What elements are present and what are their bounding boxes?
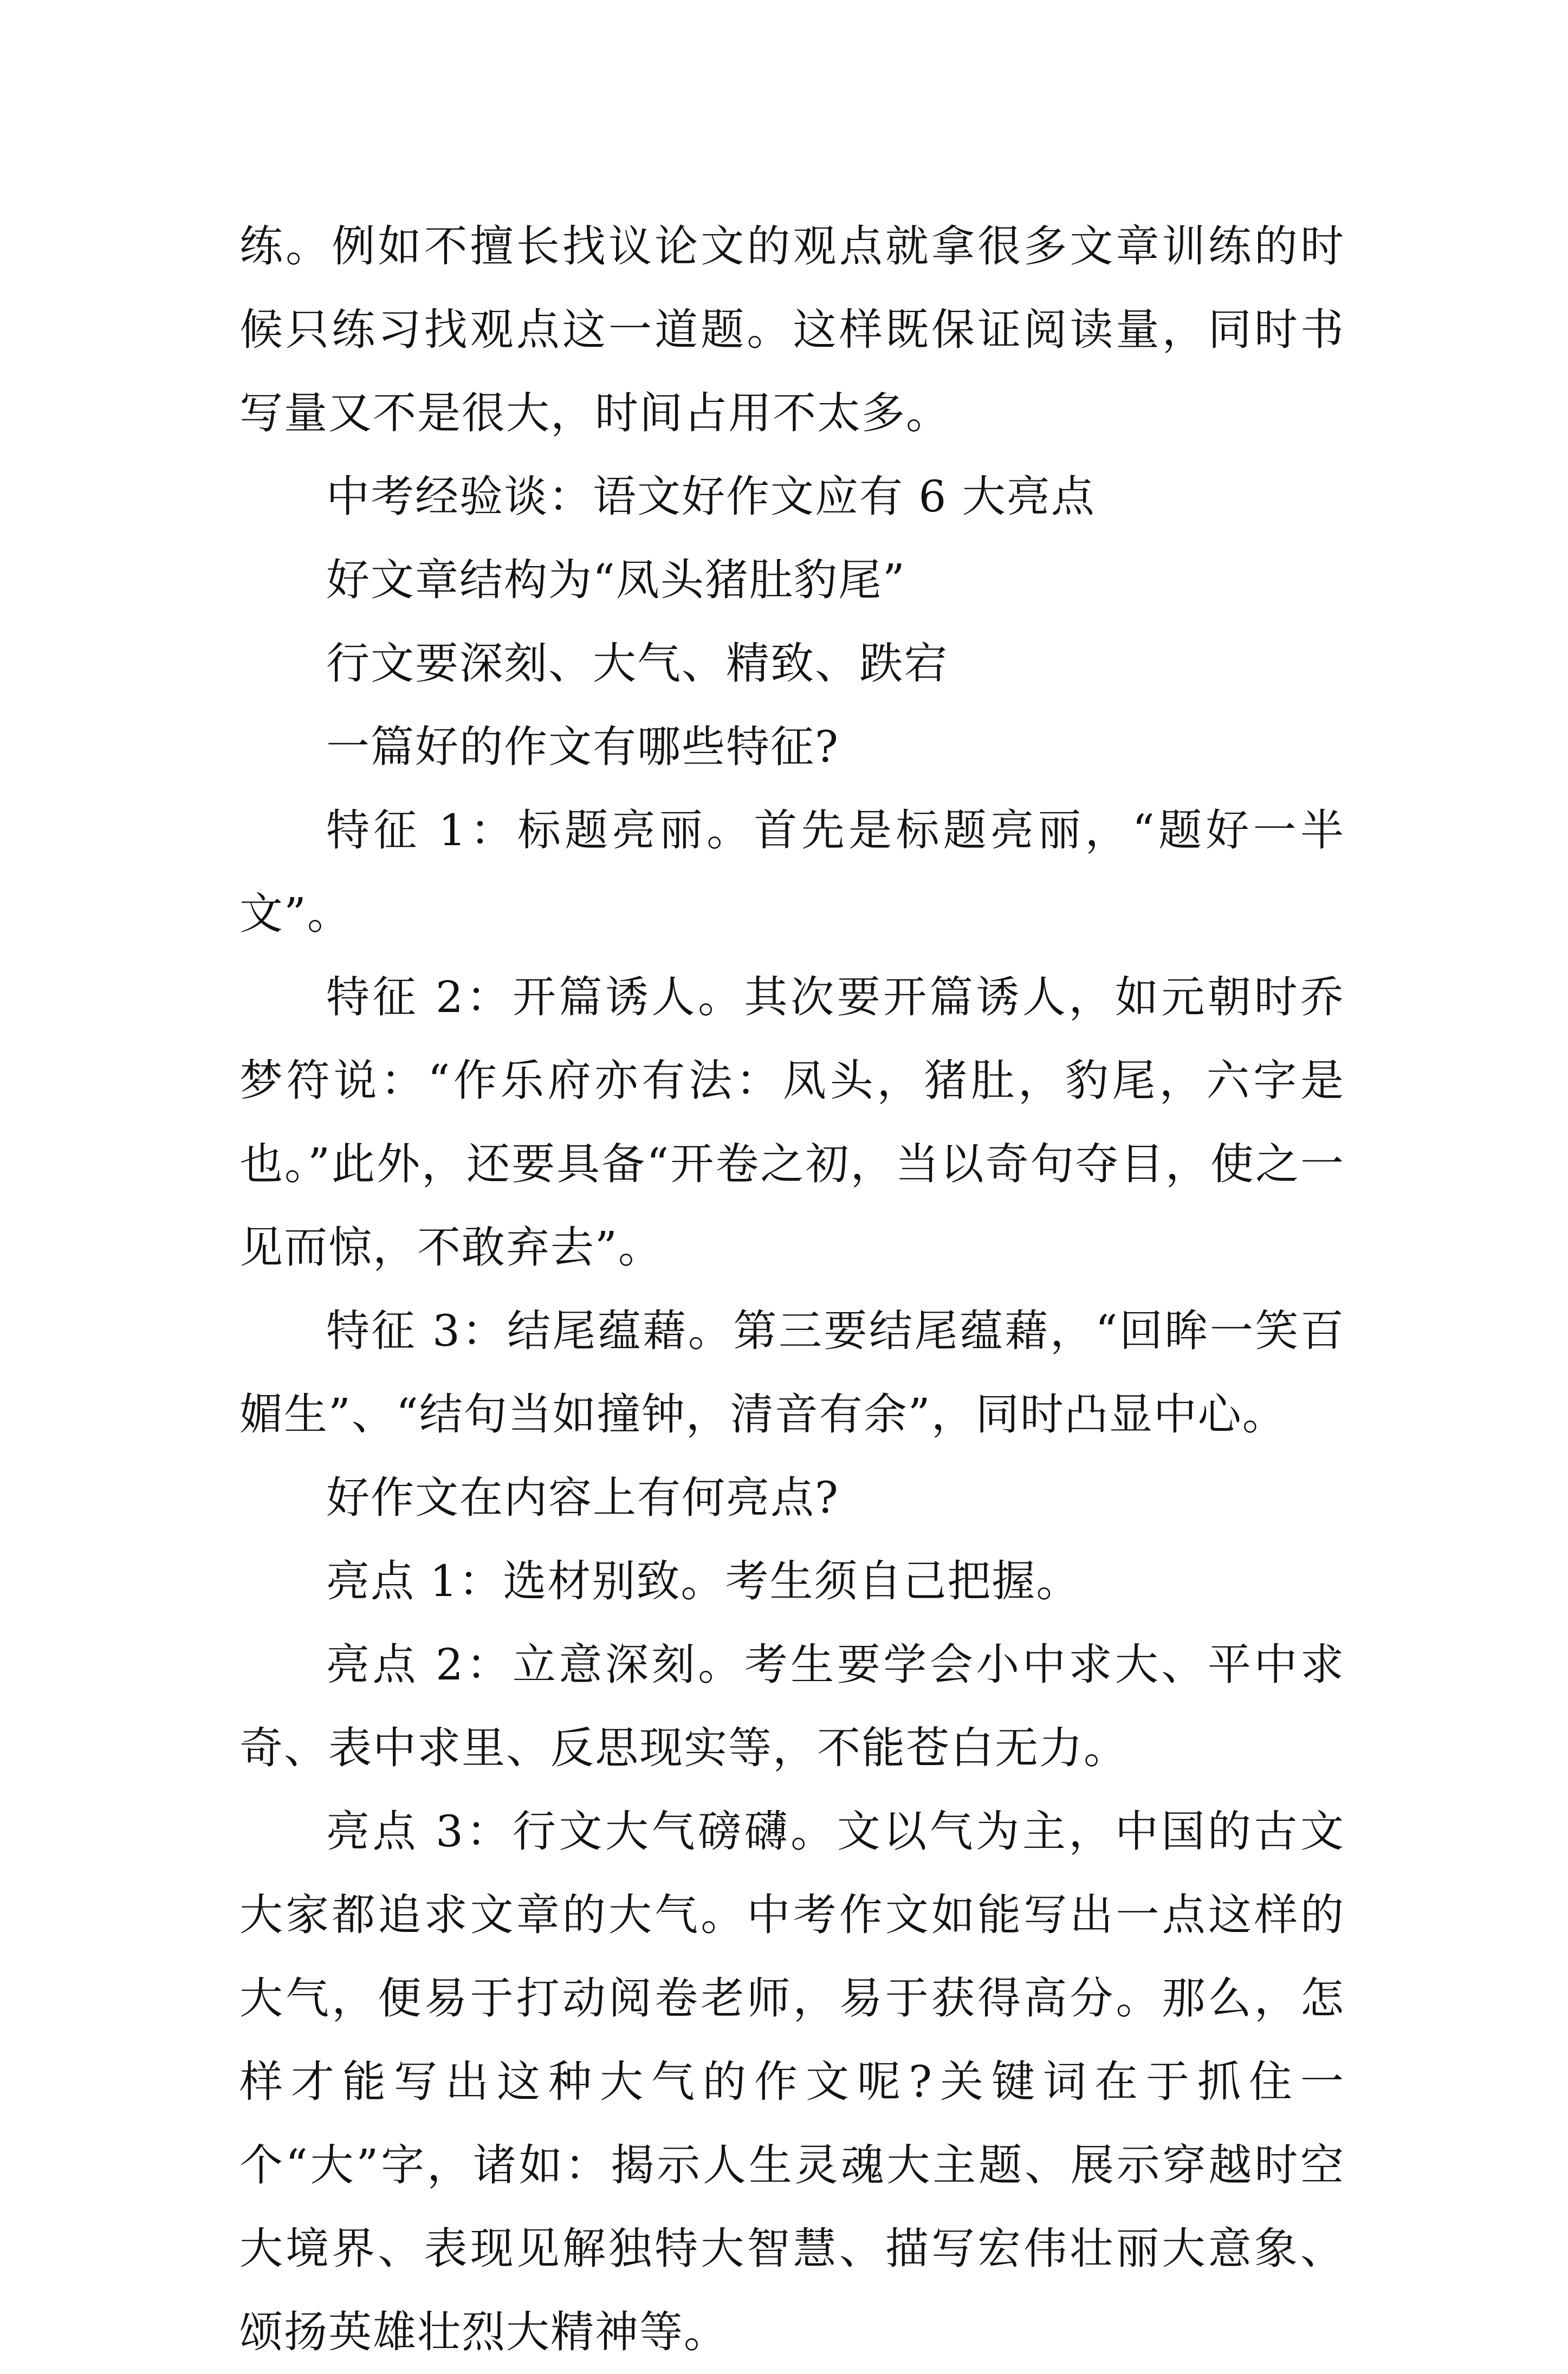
subheading: 行文要深刻、大气、精致、跌宕 [326, 638, 948, 689]
feature-paragraph: 特征 1：标题亮丽。首先是标题亮丽，“题好一半文”。 [239, 805, 1345, 939]
feature-paragraph: 特征 3：结尾蕴藉。第三要结尾蕴藉，“回眸一笑百媚生”、“结句当如撞钟，清音有余”，同时凸显中心。 [239, 1306, 1345, 1439]
paragraph-continuation: 练。例如不擅长找议论文的观点就拿很多文章训练的时候只练习找观点这一道题。这样既保证阅读量，同时书写量又不是很大，时间占用不太多。 [239, 221, 1345, 438]
highlight-paragraph: 亮点 2：立意深刻。考生要学会小中求大、平中求奇、表中求里、反思现实等，不能苍白无力。 [239, 1639, 1345, 1773]
document-body [239, 205, 1345, 2374]
feature-paragraph: 特征 2：开篇诱人。其次要开篇诱人，如元朝时乔梦符说：“作乐府亦有法：凤头，猪肚，豹尾，六字是也。”此外，还要具备“开卷之初，当以奇句夺目，使之一见而惊，不敢弃去”。 [239, 972, 1345, 1273]
subheading: 好文章结构为“凤头猪肚豹尾” [326, 555, 906, 605]
highlight-paragraph: 亮点 1：选材别致。考生须自己把握。 [326, 1556, 1081, 1606]
question-paragraph: 一篇好的作文有哪些特征? [326, 722, 839, 772]
highlight-paragraph: 亮点 3：行文大气磅礴。文以气为主，中国的古文大家都追求文章的大气。中考作文如能写出一点这样的大气，便易于打动阅卷老师，易于获得高分。那么，怎样才能写出这种大气的作文呢?关键词在于抓住一个“大”字，诸如：揭示人生灵魂大主题、展示穿越时空大境界、表现见解独特大智慧、描写宏伟壮丽大意象、颂扬英雄壮烈大精神等。 [239, 1806, 1345, 2357]
question-paragraph: 好作文在内容上有何亮点? [326, 1473, 839, 1523]
section-heading: 中考经验谈：语文好作文应有 6 大亮点 [326, 471, 1096, 522]
